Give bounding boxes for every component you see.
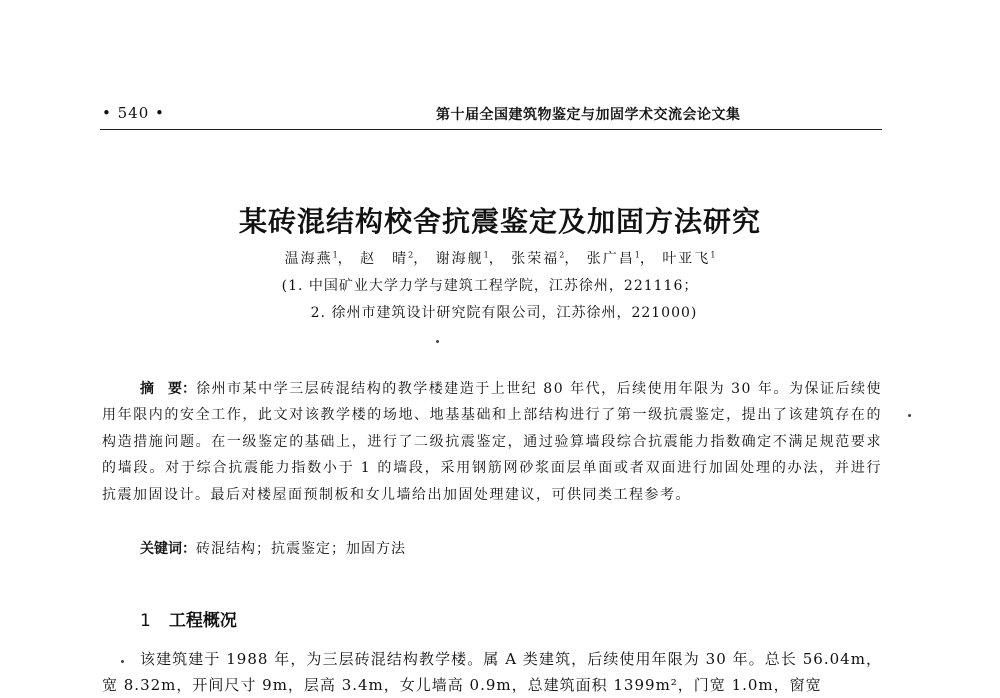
author: 温海燕 xyxy=(284,251,333,267)
author: 张广昌 xyxy=(586,251,635,267)
abstract-text: 徐州市某中学三层砖混结构的教学楼建造于上世纪 80 年代，后续使用年限为 30 年。为保证后续使用年限内的安全工作，此文对该教学楼的场地、地基基础和上部结构进行了第一级抗震鉴定，提出了该建筑存在的构造措施问题。在一级鉴定的基础上，进行了二级抗震鉴定，通过验算墙段综合抗震能力指数确定不满足规范要求的墙段。对于综合抗震能力指数小于 1 的墙段，采用钢筋网砂浆面层单面或者双面进行加固处理的办法，并进行抗震加固设计。最后对楼屋面预制板和女儿墙给出加固处理建议，可供同类工程参考。 xyxy=(102,381,883,503)
section-body-text: 该建筑建于 1988 年，为三层砖混结构教学楼。属 A 类建筑，后续使用年限为 30 年。总长 56.04m，宽 8.32m，开间尺寸 9m，层高 3.4m，女儿墙高 0.9m，总建筑面积 1399m²，门宽 1.0m，窗宽 xyxy=(102,650,882,694)
author: 谢海舰 xyxy=(435,251,484,267)
paper-title: 某砖混结构校舍抗震鉴定及加固方法研究 xyxy=(238,205,761,238)
keywords xyxy=(140,538,406,558)
author-affiliation-mark: 1 xyxy=(710,250,716,260)
author: 叶亚飞 xyxy=(662,251,711,267)
scan-speck xyxy=(436,340,439,343)
author-separator: ， xyxy=(564,251,581,267)
journal-title: 第十届全国建筑物鉴定与加固学术交流会论文集 xyxy=(436,107,741,123)
page-number: • 540 • xyxy=(102,104,165,122)
author-separator: ， xyxy=(413,251,430,267)
running-head xyxy=(100,102,882,126)
keywords-label: 关键词： xyxy=(140,541,196,557)
abstract-label: 摘 要： xyxy=(140,381,197,397)
author: 赵 晴 xyxy=(360,251,409,267)
section-heading xyxy=(140,606,237,631)
section-number: 1 xyxy=(140,611,151,631)
author-affiliation-mark: 1 xyxy=(332,250,338,260)
author-affiliation-mark: 2 xyxy=(559,250,565,260)
author-affiliation-mark: 1 xyxy=(483,250,489,260)
affiliation-line-2: 2. 徐州市建筑设计研究院有限公司，江苏徐州，221000) xyxy=(310,305,698,321)
section-title: 工程概况 xyxy=(168,611,237,631)
author-affiliation-mark: 1 xyxy=(634,250,640,260)
author-affiliation-mark: 2 xyxy=(408,250,414,260)
header-rule xyxy=(100,129,882,130)
abstract xyxy=(102,376,882,508)
author-separator: ， xyxy=(337,251,354,267)
scan-speck xyxy=(908,414,911,417)
keywords-text: 砖混结构；抗震鉴定；加固方法 xyxy=(196,541,406,557)
author: 张荣福 xyxy=(511,251,560,267)
author-separator: ， xyxy=(488,251,505,267)
author-list xyxy=(0,248,1000,268)
affiliation-line-1: (1. 中国矿业大学力学与建筑工程学院，江苏徐州，221116； xyxy=(281,278,699,294)
author-separator: ， xyxy=(639,251,656,267)
